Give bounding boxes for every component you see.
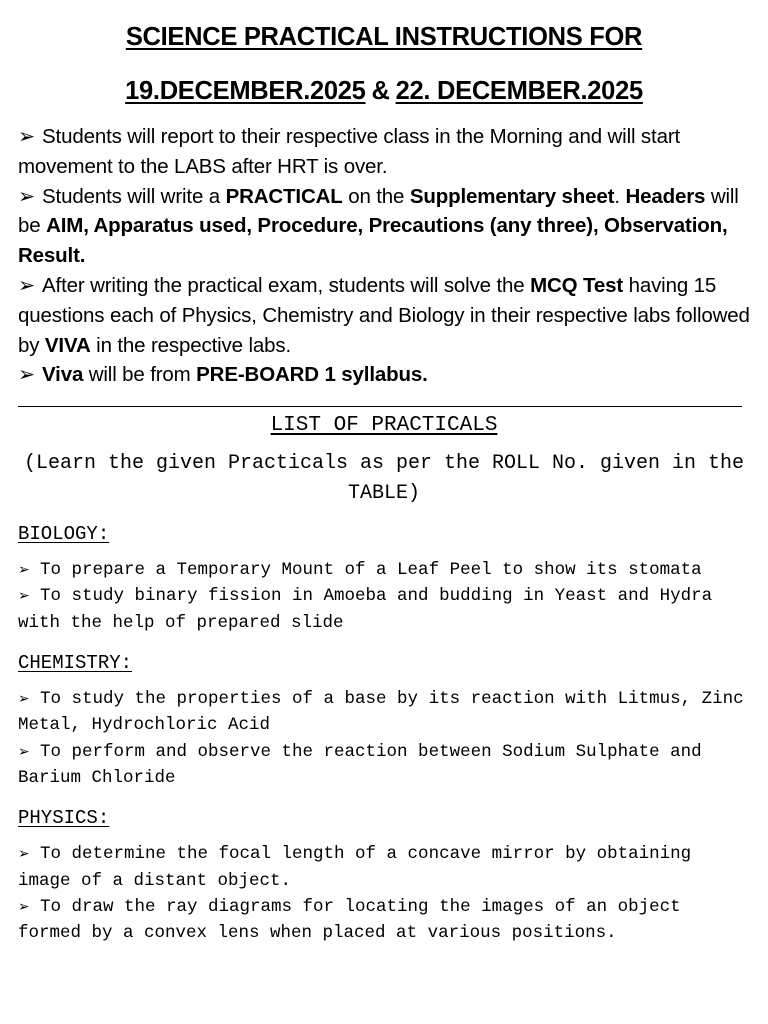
instruction-bold-text: MCQ Test: [530, 273, 624, 297]
page-title: SCIENCE PRACTICAL INSTRUCTIONS FOR: [125, 23, 643, 51]
instruction-item: [18, 182, 750, 271]
section-heading-chemistry: CHEMISTRY:: [18, 652, 133, 675]
instruction-bold-text: Supplementary sheet: [409, 184, 615, 208]
arrow-bullet-icon: ➢: [18, 363, 36, 387]
practical-text: To perform and observe the reaction between Sodium Sulphate and Barium Chloride: [18, 741, 702, 788]
list-item: [18, 894, 750, 947]
instruction-text: will be: [18, 184, 739, 238]
list-item: [18, 557, 750, 583]
title-ampersand: &: [371, 77, 390, 105]
practical-text: To study the properties of a base by its reaction with Litmus, Zinc Metal, Hydrochloric Acid: [18, 689, 744, 736]
instruction-text: .: [614, 184, 626, 208]
practical-text: To study binary fission in Amoeba and budding in Yeast and Hydra with the help of prepared slide: [18, 586, 713, 633]
list-item: [18, 686, 750, 739]
instruction-bold-text: PRE-BOARD 1 syllabus.: [196, 363, 428, 387]
practical-text: To prepare a Temporary Mount of a Leaf Peel to show its stomata: [40, 560, 702, 581]
instruction-text: Students will write a: [42, 184, 226, 208]
instruction-item: [18, 122, 750, 182]
section-heading-biology: BIOLOGY:: [18, 523, 110, 546]
instruction-text: having 15 questions each of Physics, Chemistry and Biology in their respective labs followed by: [18, 273, 750, 357]
instruction-text: Students will report to their respective class in the Morning and will start movement to the LABS after HRT is over.: [18, 125, 681, 178]
arrow-bullet-icon: ➢: [18, 898, 30, 915]
practical-text: To determine the focal length of a concave mirror by obtaining image of a distant object.: [18, 844, 692, 891]
instructions-list: [18, 122, 750, 390]
instruction-text: in the respective labs.: [90, 333, 292, 357]
instruction-bold-text: VIVA: [44, 333, 91, 357]
practical-list-biology: [18, 557, 750, 636]
list-item: [18, 583, 750, 636]
arrow-bullet-icon: ➢: [18, 125, 36, 148]
title-dates: [18, 76, 750, 106]
instruction-item: [18, 360, 750, 390]
instruction-bold-text: Viva: [42, 363, 84, 387]
arrow-bullet-icon: ➢: [18, 743, 30, 760]
title-date-2: 22. DECEMBER.2025: [395, 77, 643, 105]
list-heading: LIST OF PRACTICALS: [270, 414, 498, 438]
instruction-bold-text: PRACTICAL: [225, 184, 343, 208]
arrow-bullet-icon: ➢: [18, 846, 30, 863]
instruction-item: [18, 271, 750, 360]
instruction-text: on the: [342, 184, 410, 208]
list-item: [18, 841, 750, 894]
instruction-text: After writing the practical exam, students will solve the: [42, 273, 531, 297]
section-heading-physics: PHYSICS:: [18, 807, 110, 830]
divider-line: [18, 406, 742, 407]
list-item: [18, 739, 750, 792]
practical-list-chemistry: [18, 686, 750, 791]
arrow-bullet-icon: ➢: [18, 273, 36, 297]
instruction-text: will be from: [83, 363, 197, 387]
arrow-bullet-icon: ➢: [18, 588, 30, 605]
title-date-1: 19.DECEMBER.2025: [125, 77, 366, 105]
instruction-bold-text: Headers: [625, 184, 706, 208]
arrow-bullet-icon: ➢: [18, 691, 30, 708]
practical-list-physics: [18, 841, 750, 946]
instruction-bold-text: AIM, Apparatus used, Procedure, Precautions (any three), Observation, Result.: [18, 214, 728, 268]
arrow-bullet-icon: ➢: [18, 184, 36, 208]
list-subheading: (Learn the given Practicals as per the ROLL No. given in the TABLE): [23, 452, 745, 506]
practical-text: To draw the ray diagrams for locating the images of an object formed by a convex lens when placed at various positions.: [18, 896, 681, 944]
arrow-bullet-icon: ➢: [18, 562, 30, 579]
